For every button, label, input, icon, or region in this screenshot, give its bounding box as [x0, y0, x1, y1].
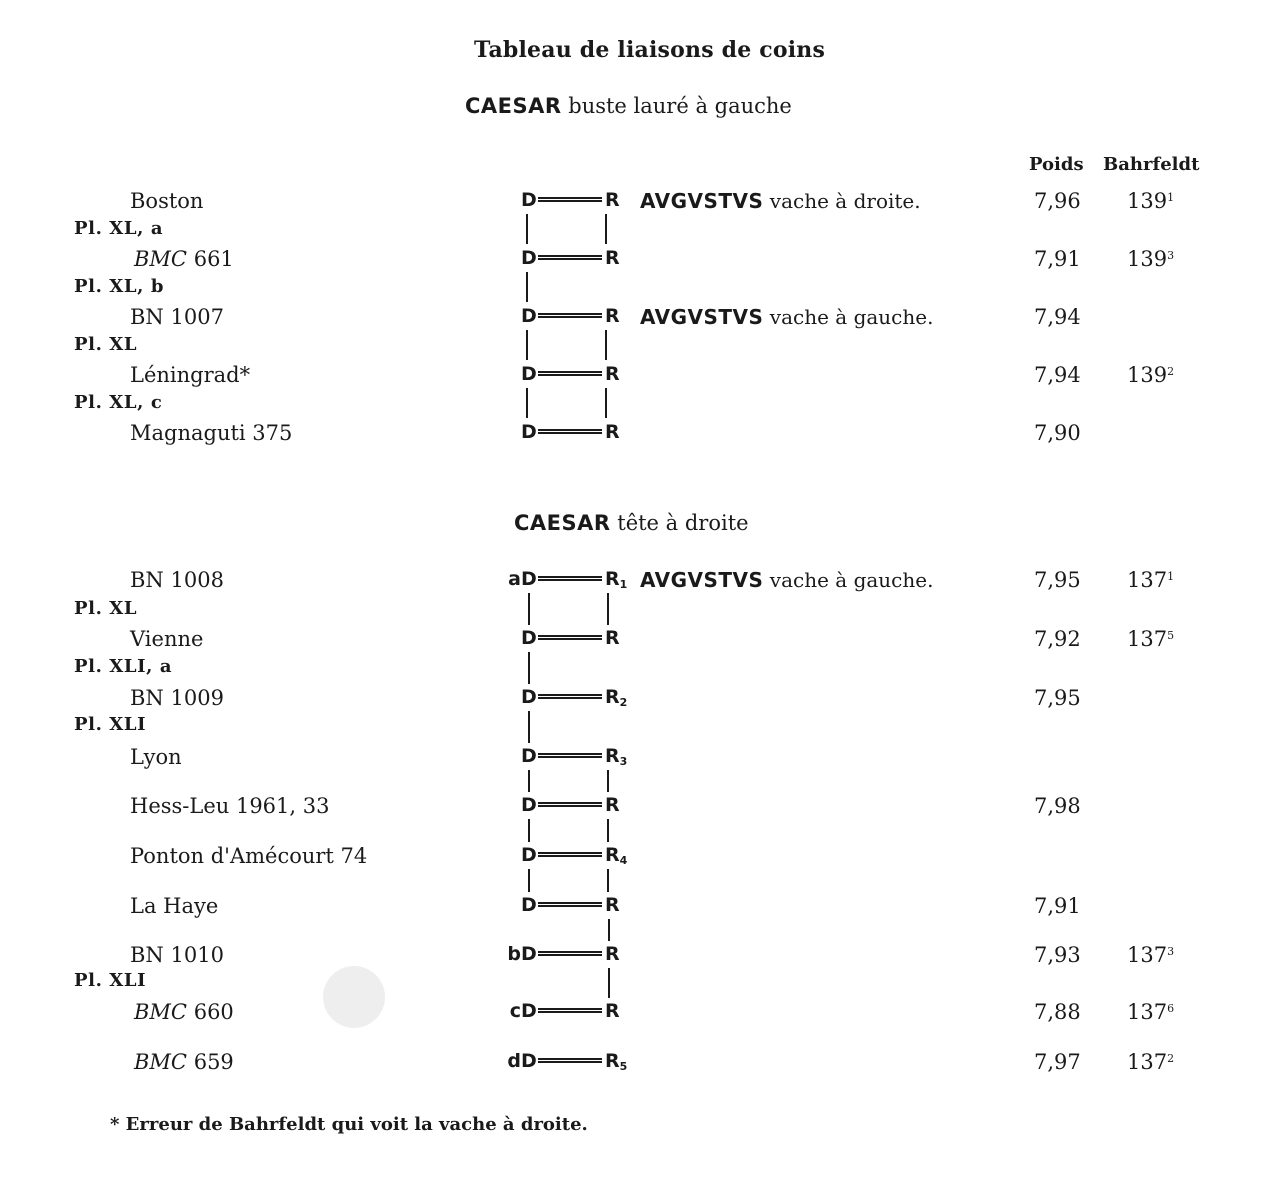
- plate-reference: Pl. XL: [74, 334, 138, 355]
- bahrfeldt-reference: [1127, 1000, 1174, 1024]
- die-link-connector: [607, 819, 609, 842]
- coin-collection-name: [130, 844, 367, 868]
- coin-collection-name: [134, 1050, 234, 1074]
- footnote: * Erreur de Bahrfeldt qui voit la vache à droite.: [110, 1114, 588, 1135]
- reverse-die-letter: R: [605, 247, 620, 269]
- bahrfeldt-number: 139: [1127, 189, 1168, 213]
- die-link-connector: [608, 919, 610, 941]
- obverse-die: D: [521, 363, 537, 385]
- die-variant-letter: a: [508, 568, 521, 590]
- section-heading-2: [514, 511, 749, 535]
- reverse-die-index: 5: [619, 1060, 628, 1073]
- collection-number: BN 1008: [130, 568, 224, 592]
- die-link-double-line: [538, 429, 602, 434]
- column-header-bahrfeldt: Bahrfeldt: [1103, 154, 1200, 175]
- collection-number: Léningrad*: [130, 363, 251, 387]
- reverse-die: [605, 943, 620, 965]
- obverse-die: D: [521, 1050, 537, 1072]
- reverse-die-index: 3: [619, 755, 628, 768]
- die-link-double-line: [538, 313, 602, 318]
- reverse-die-letter: R: [605, 363, 620, 385]
- coin-collection-name: [130, 686, 224, 710]
- bahrfeldt-reference: [1127, 363, 1174, 387]
- die-link-double-line: [538, 255, 602, 260]
- weight-value: 7,94: [1034, 363, 1081, 387]
- coin-collection-name: [130, 189, 203, 213]
- reverse-die: [605, 189, 620, 211]
- reverse-die: [605, 568, 627, 591]
- coin-collection-name: [134, 247, 234, 271]
- die-link-double-line: [538, 635, 602, 640]
- die-link-double-line: [538, 1058, 602, 1063]
- collection-number: Ponton d'Amécourt 74: [130, 844, 368, 868]
- collection-abbrev: BMC: [134, 1050, 188, 1074]
- reverse-legend: [640, 305, 933, 329]
- obverse-die: D: [521, 627, 537, 649]
- reverse-die: [605, 305, 620, 327]
- collection-number: 661: [193, 247, 234, 271]
- obverse-die: D: [521, 305, 537, 327]
- die-link-connector: [528, 819, 530, 842]
- die-link-double-line: [538, 902, 602, 907]
- bahrfeldt-variant: 1: [1167, 191, 1175, 204]
- reverse-die: [605, 627, 620, 649]
- bahrfeldt-number: 139: [1127, 247, 1168, 271]
- die-link-double-line: [538, 951, 602, 956]
- die-link-connector: [605, 388, 607, 418]
- obverse-die: D: [521, 943, 537, 965]
- weight-value: 7,91: [1034, 247, 1081, 271]
- die-link-double-line: [538, 576, 602, 581]
- weight-value: 7,91: [1034, 894, 1081, 918]
- reverse-legend: [640, 568, 933, 592]
- obverse-die: D: [521, 794, 537, 816]
- obverse-die: D: [521, 745, 537, 767]
- paper-smudge: [323, 966, 385, 1028]
- die-link-double-line: [538, 753, 602, 758]
- weight-value: 7,95: [1034, 568, 1081, 592]
- weight-value: 7,93: [1034, 943, 1081, 967]
- die-link-connector: [528, 869, 530, 892]
- collection-number: 660: [193, 1000, 234, 1024]
- reverse-die-letter: R: [605, 568, 620, 590]
- bahrfeldt-variant: 3: [1167, 945, 1175, 958]
- coin-collection-name: [130, 363, 250, 387]
- obverse-die: D: [521, 844, 537, 866]
- obverse-die: D: [521, 189, 537, 211]
- coin-collection-name: [130, 421, 292, 445]
- weight-value: 7,97: [1034, 1050, 1081, 1074]
- weight-value: 7,96: [1034, 189, 1081, 213]
- weight-value: 7,94: [1034, 305, 1081, 329]
- section-heading-2-key: CAESAR: [514, 511, 611, 535]
- coin-collection-name: [130, 305, 224, 329]
- reverse-die: [605, 1000, 620, 1022]
- bahrfeldt-variant: 2: [1167, 1052, 1175, 1065]
- legend-description: vache à gauche.: [769, 305, 934, 329]
- die-link-connector: [528, 770, 530, 792]
- reverse-die: [605, 844, 627, 867]
- reverse-die: [605, 1050, 627, 1073]
- reverse-die-letter: R: [605, 421, 620, 443]
- die-variant-letter: c: [509, 1000, 521, 1022]
- die-link-connector: [607, 593, 609, 625]
- plate-reference: Pl. XL, b: [74, 276, 165, 297]
- collection-number: BN 1010: [130, 943, 224, 967]
- section-heading-1-text: buste lauré à gauche: [568, 94, 792, 118]
- plate-reference: Pl. XLI: [74, 714, 147, 735]
- obverse-die: D: [521, 247, 537, 269]
- reverse-die: [605, 363, 620, 385]
- reverse-die-letter: R: [605, 627, 620, 649]
- obverse-die: D: [521, 686, 537, 708]
- reverse-die: [605, 794, 620, 816]
- bahrfeldt-reference: [1127, 627, 1174, 651]
- bahrfeldt-variant: 3: [1167, 249, 1175, 262]
- collection-number: Vienne: [130, 627, 204, 651]
- reverse-die-letter: R: [605, 794, 620, 816]
- collection-number: Boston: [130, 189, 204, 213]
- plate-reference: Pl. XLI: [74, 970, 147, 991]
- coin-collection-name: [130, 627, 203, 651]
- die-variant-letter: b: [507, 943, 521, 965]
- die-link-connector: [528, 652, 530, 684]
- die-link-connector: [608, 968, 610, 998]
- coin-collection-name: [130, 794, 329, 818]
- bahrfeldt-number: 137: [1127, 1000, 1168, 1024]
- collection-abbrev: BMC: [134, 1000, 188, 1024]
- coin-collection-name: [130, 894, 218, 918]
- legend-inscription: AVGVSTVS: [640, 568, 764, 592]
- obverse-die: D: [521, 421, 537, 443]
- die-link-double-line: [538, 852, 602, 857]
- die-link-connector: [605, 330, 607, 360]
- reverse-die-letter: R: [605, 1050, 620, 1072]
- die-link-double-line: [538, 694, 602, 699]
- bahrfeldt-number: 137: [1127, 1050, 1168, 1074]
- reverse-die-letter: R: [605, 1000, 620, 1022]
- legend-description: vache à droite.: [769, 189, 921, 213]
- plate-reference: Pl. XL: [74, 598, 138, 619]
- reverse-legend: [640, 189, 921, 213]
- reverse-die-letter: R: [605, 686, 620, 708]
- die-link-connector: [526, 272, 528, 302]
- reverse-die: [605, 745, 627, 768]
- collection-number: BN 1007: [130, 305, 224, 329]
- collection-number: Hess-Leu 1961, 33: [130, 794, 330, 818]
- weight-value: 7,98: [1034, 794, 1081, 818]
- die-link-double-line: [538, 371, 602, 376]
- bahrfeldt-reference: [1127, 1050, 1174, 1074]
- legend-inscription: AVGVSTVS: [640, 189, 764, 213]
- reverse-die-letter: R: [605, 745, 620, 767]
- bahrfeldt-number: 137: [1127, 627, 1168, 651]
- reverse-die-index: 2: [619, 696, 628, 709]
- die-link-double-line: [538, 197, 602, 202]
- obverse-die: D: [521, 568, 537, 590]
- die-link-double-line: [538, 802, 602, 807]
- legend-description: vache à gauche.: [769, 568, 934, 592]
- reverse-die: [605, 686, 627, 709]
- bahrfeldt-number: 137: [1127, 943, 1168, 967]
- coin-collection-name: [134, 1000, 234, 1024]
- reverse-die-letter: R: [605, 844, 620, 866]
- collection-number: Lyon: [130, 745, 182, 769]
- bahrfeldt-reference: [1127, 247, 1174, 271]
- bahrfeldt-variant: 6: [1167, 1002, 1175, 1015]
- column-header-poids: Poids: [1029, 154, 1084, 175]
- plate-reference: Pl. XLI, a: [74, 656, 173, 677]
- weight-value: 7,92: [1034, 627, 1081, 651]
- obverse-die: D: [521, 1000, 537, 1022]
- bahrfeldt-variant: 2: [1167, 365, 1175, 378]
- reverse-die-letter: R: [605, 943, 620, 965]
- weight-value: 7,95: [1034, 686, 1081, 710]
- die-link-double-line: [538, 1008, 602, 1013]
- die-variant-letter: d: [507, 1050, 521, 1072]
- reverse-die-index: 1: [619, 578, 628, 591]
- die-link-connector: [605, 214, 607, 244]
- page-title: Tableau de liaisons de coins: [474, 37, 826, 63]
- die-link-connector: [528, 711, 530, 743]
- section-heading-1-key: CAESAR: [465, 94, 562, 118]
- plate-reference: Pl. XL, a: [74, 218, 164, 239]
- plate-reference: Pl. XL, c: [74, 392, 163, 413]
- section-heading-1: [465, 94, 792, 118]
- die-link-connector: [607, 770, 609, 792]
- coin-collection-name: [130, 568, 224, 592]
- reverse-die-letter: R: [605, 305, 620, 327]
- bahrfeldt-reference: [1127, 189, 1174, 213]
- reverse-die: [605, 421, 620, 443]
- die-link-connector: [526, 214, 528, 244]
- obverse-die: D: [521, 894, 537, 916]
- reverse-die-index: 4: [619, 854, 628, 867]
- bahrfeldt-number: 139: [1127, 363, 1168, 387]
- reverse-die: [605, 894, 620, 916]
- die-link-connector: [526, 330, 528, 360]
- bahrfeldt-variant: 1: [1167, 570, 1175, 583]
- collection-number: La Haye: [130, 894, 219, 918]
- reverse-die-letter: R: [605, 189, 620, 211]
- collection-number: 659: [193, 1050, 234, 1074]
- section-heading-2-text: tête à droite: [617, 511, 749, 535]
- bahrfeldt-number: 137: [1127, 568, 1168, 592]
- die-link-connector: [607, 869, 609, 892]
- bahrfeldt-reference: [1127, 943, 1174, 967]
- reverse-die-letter: R: [605, 894, 620, 916]
- weight-value: 7,90: [1034, 421, 1081, 445]
- reverse-die: [605, 247, 620, 269]
- bahrfeldt-variant: 5: [1167, 629, 1175, 642]
- die-link-connector: [528, 593, 530, 625]
- weight-value: 7,88: [1034, 1000, 1081, 1024]
- collection-abbrev: BMC: [134, 247, 188, 271]
- collection-number: BN 1009: [130, 686, 224, 710]
- coin-collection-name: [130, 943, 224, 967]
- die-link-connector: [526, 388, 528, 418]
- legend-inscription: AVGVSTVS: [640, 305, 764, 329]
- coin-collection-name: [130, 745, 182, 769]
- bahrfeldt-reference: [1127, 568, 1174, 592]
- collection-number: Magnaguti 375: [130, 421, 293, 445]
